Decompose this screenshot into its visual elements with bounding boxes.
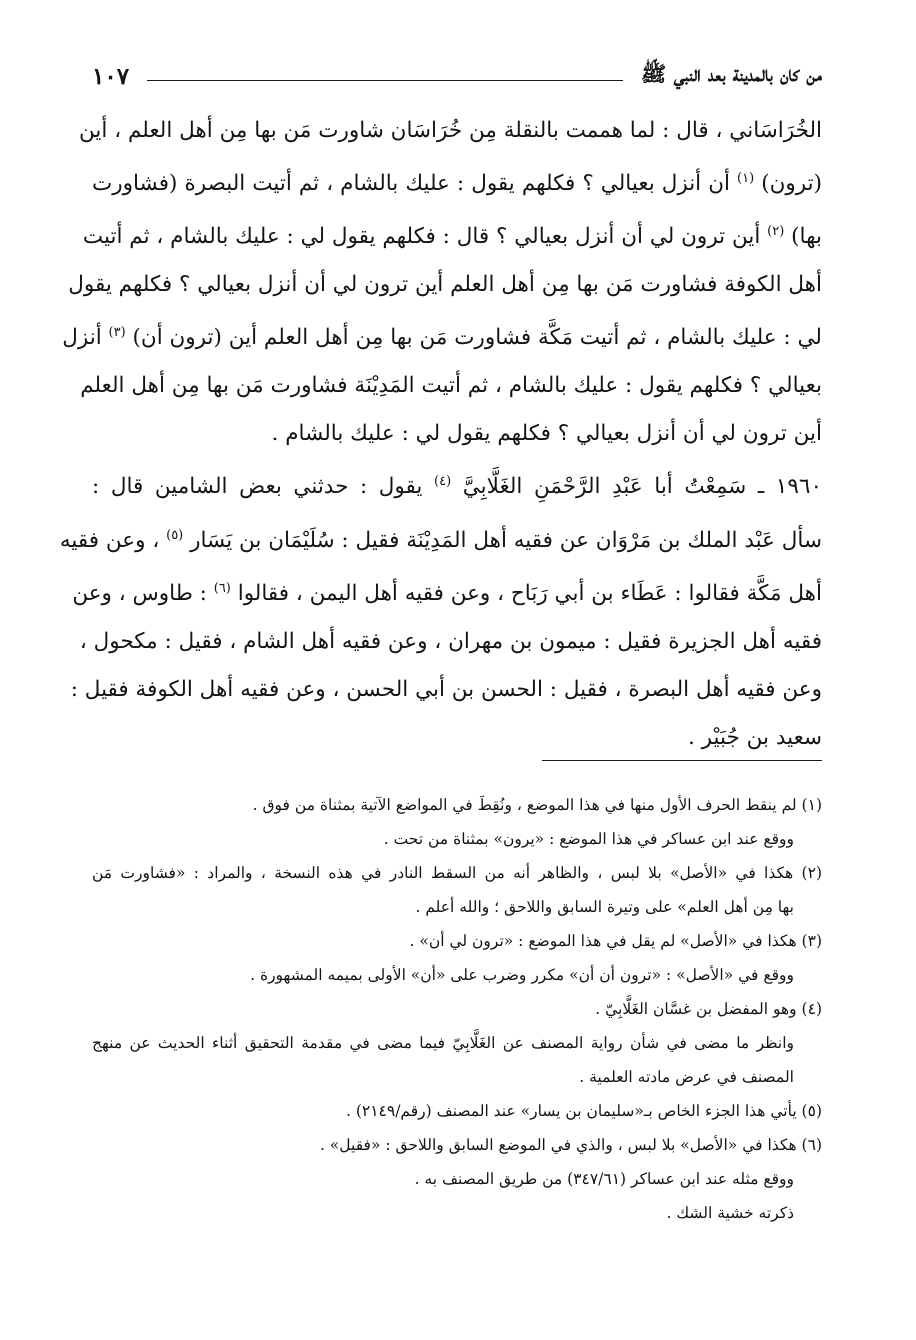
footnote-line: بها مِن أهل العلم» على وتيرة السابق واللاحق ؛ والله أعلم .: [415, 898, 794, 916]
header-title: من كان بالمدينة بعد النبي ﷺ: [640, 60, 822, 86]
text-line: ١٩٦٠ ـ سَمِعْتُ أبا عَبْدِ الرَّحْمَنِ الغَلَّابِيَّ $^{(٤)}$ يقول : حدثني بعض الشامين قال :: [92, 474, 822, 500]
header-rule: [147, 80, 623, 81]
running-header: [92, 58, 822, 94]
main-text: [59, 107, 822, 762]
footnote-line: وانظر ما مضى في شأن رواية المصنف عن الغَلَّابِيّ فيما مضى في مقدمة التحقيق أثناء الحديث عن منهج: [92, 1034, 794, 1052]
footnotes: [92, 788, 822, 1230]
footnote-ref: (٢): [767, 224, 785, 240]
footnote-ref: (٥): [166, 527, 184, 543]
text-line: سأل عَبْد الملك بن مَرْوَان عن فقيه أهل المَدِيْنَة فقيل : سُلَيْمَان بن يَسَار $^{(٥)}$ ، وعن فقيه: [59, 527, 822, 553]
footnote-line: (١) لم ينقط الحرف الأول منها في هذا الموضع ، ونُقِطَ في المواضع الآتية بمثناة من فوق .: [252, 796, 822, 814]
text-line: سعيد بن جُبَيْر .: [688, 724, 822, 750]
footnote-ref: (١): [737, 171, 755, 186]
footnote-separator: [542, 760, 822, 761]
footnote-line: (٤) وهو المفضل بن غسَّان الغَلَّابِيّ .: [595, 1000, 822, 1018]
text-line: فقيه أهل الجزيرة فقيل : ميمون بن مهران ، وعن فقيه أهل الشام ، فقيل : مكحول ،: [79, 628, 822, 654]
footnote-line: ووقع في «الأصل» : «ترون أن أن» مكرر وضرب على «أن» الأولى بميمه المشهورة .: [250, 966, 794, 984]
footnote-line: (٦) هكذا في «الأصل» بلا لبس ، والذي في الموضع السابق واللاحق : «فقيل» .: [319, 1136, 822, 1154]
page-number: ١٠٧: [92, 62, 130, 90]
text-line: أين ترون لي أن أنزل بعيالي ؟ فكلهم يقول لي : عليك بالشام .: [271, 421, 822, 447]
text-line: وعن فقيه أهل البصرة ، فقيل : الحسن بن أبي الحسن ، وعن فقيه أهل الكوفة فقيل :: [70, 676, 822, 702]
text-line: أهل الكوفة فشاورت مَن بها مِن أهل العلم أين ترون لي أن أنزل بعيالي ؟ فكلهم يقول: [68, 272, 822, 298]
footnote-line: ذكرته خشية الشك .: [666, 1204, 794, 1222]
text-line: بها) $^{(٢)}$ أين ترون لي أن أنزل بعيالي ؟ قال : فكلهم يقول لي : عليك بالشام ، ثم أتيت: [82, 224, 822, 250]
footnote-line: ووقع مثله عند ابن عساكر (٣٤٧/٦١) من طريق المصنف به .: [414, 1170, 794, 1188]
text-line: بعيالي ؟ فكلهم يقول : عليك بالشام ، ثم أتيت المَدِيْنَة فشاورت مَن بها مِن أهل العلم: [80, 373, 822, 399]
footnote-line: (٣) هكذا في «الأصل» لم يقل في هذا الموضع : «ترون لي أن» .: [409, 932, 822, 950]
footnote-line: المصنف في عرض مادته العلمية .: [579, 1068, 794, 1086]
text-line: (ترون) $^{(١)}$ أن أنزل بعيالي ؟ فكلهم يقول : عليك بالشام ، ثم أتيت البصرة (فشاورت: [92, 171, 822, 197]
text-line: أهل مَكَّة فقالوا : عَطَاء بن أبي رَبَاح ، وعن فقيه أهل اليمن ، فقالوا $^{(٦)}$ : طاوس ، وعن: [72, 580, 822, 606]
text-line: لي : عليك بالشام ، ثم أتيت مَكَّة فشاورت مَن بها مِن أهل العلم أين (ترون أن) $^{(٣)}$ أنزل: [62, 325, 822, 351]
footnote-ref: (٤): [434, 474, 452, 490]
footnote-ref: (٦): [213, 580, 231, 596]
footnote-line: (٥) يأتي هذا الجزء الخاص بـ«سليمان بن يسار» عند المصنف (رقم/٢١٤٩) .: [345, 1102, 822, 1120]
footnote-line: (٢) هكذا في «الأصل» بلا لبس ، والظاهر أنه من السقط النادر في هذه النسخة ، والمراد : «فشاورت مَن: [92, 864, 822, 882]
footnote-ref: (٣): [108, 325, 126, 341]
text-line: الخُرَاسَاني ، قال : لما هممت بالنقلة مِن خُرَاسَان شاورت مَن بها مِن أهل العلم ، أين: [79, 118, 822, 143]
footnote-line: ووقع عند ابن عساكر في هذا الموضع : «يرون» بمثناة من تحت .: [383, 830, 794, 848]
